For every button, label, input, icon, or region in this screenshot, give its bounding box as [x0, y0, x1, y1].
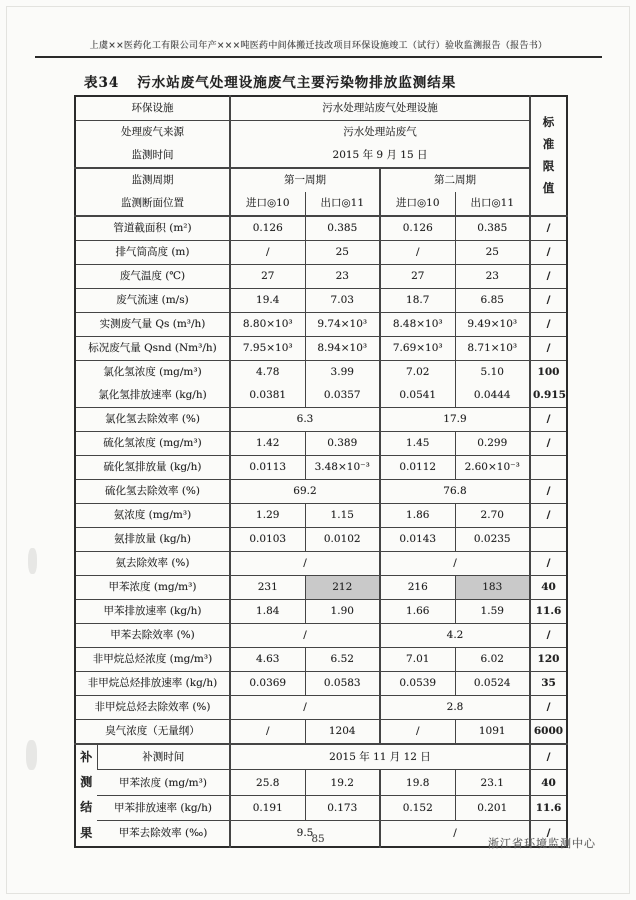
table-row [75, 624, 567, 648]
row-label: 环保设施 [131, 102, 174, 115]
limit-cell: / [530, 432, 567, 456]
data-cell: 1.15 [305, 504, 380, 528]
data-cell: 进口◎10 [230, 192, 305, 216]
limit-cell: / [530, 821, 567, 847]
data-cell: 0.126 [380, 216, 455, 241]
data-cell: 5.10 [455, 361, 530, 385]
data-cell: / [230, 720, 305, 745]
table-row [75, 600, 567, 624]
data-cell: 9.5 [230, 821, 380, 847]
row-label: 氯化氢排放速率 (kg/h) [98, 389, 207, 402]
data-cell: 8.94×10³ [305, 337, 380, 361]
data-cell: 污水处理站废气处理设施 [230, 96, 530, 121]
table-row [75, 96, 567, 121]
row-label: 甲苯去除效率 (‰) [97, 821, 230, 847]
row-label: 甲苯去除效率 (%) [75, 624, 230, 648]
table-row [75, 528, 567, 552]
row-label: 废气温度 (℃) [75, 265, 230, 289]
row-label: 硫化氢浓度 (mg/m³) [75, 432, 230, 456]
data-cell: 9.74×10³ [305, 313, 380, 337]
supplement-section-label: 补测结果 [75, 744, 97, 847]
table-row [75, 265, 567, 289]
row-label: 废气流速 (m/s) [75, 289, 230, 313]
data-cell: 6.52 [305, 648, 380, 672]
data-cell: / [380, 552, 530, 576]
standard-limit-header: 标准限值 [530, 96, 567, 216]
data-cell: 69.2 [230, 480, 380, 504]
data-cell: 1.86 [380, 504, 455, 528]
data-cell: 7.95×10³ [230, 337, 305, 361]
row-label: 监测断面位置 [121, 197, 184, 210]
table-row [75, 720, 567, 745]
data-cell: 216 [380, 576, 455, 600]
limit-cell: / [530, 504, 567, 528]
row-label: 监测时间 [131, 149, 174, 162]
data-cell: 7.02 [380, 361, 455, 385]
data-cell: 7.03 [305, 289, 380, 313]
data-cell: 1.90 [305, 600, 380, 624]
table-row [75, 121, 567, 145]
data-cell: / [230, 552, 380, 576]
data-cell: 1.42 [230, 432, 305, 456]
limit-cell: / [530, 552, 567, 576]
limit-cell: 40 [530, 576, 567, 600]
data-cell: 19.2 [305, 770, 380, 795]
table-title [84, 71, 456, 91]
exceedance-cell: 212 [305, 576, 380, 600]
row-label: 实测废气量 Qs (m³/h) [75, 313, 230, 337]
data-cell: 4.78 [230, 361, 305, 385]
data-cell: 27 [380, 265, 455, 289]
data-cell: 0.173 [305, 795, 380, 820]
data-cell: 0.201 [455, 795, 530, 820]
row-label: 臭气浓度（无量纲） [75, 720, 230, 745]
data-cell: / [380, 821, 530, 847]
data-cell: 0.0583 [305, 672, 380, 696]
data-cell: 25 [305, 241, 380, 265]
table-row [75, 696, 567, 720]
data-cell: 2.60×10⁻³ [455, 456, 530, 480]
table-row [75, 144, 567, 168]
limit-cell: / [530, 289, 567, 313]
exceedance-cell: 183 [455, 576, 530, 600]
table-row [75, 289, 567, 313]
row-label: 非甲烷总烃浓度 (mg/m³) [75, 648, 230, 672]
table-row [75, 648, 567, 672]
data-cell: 0.385 [455, 216, 530, 241]
limit-cell: 100 [530, 361, 567, 385]
data-cell: 3.99 [305, 361, 380, 385]
table-row [75, 480, 567, 504]
data-cell: 18.7 [380, 289, 455, 313]
scan-smudge [26, 740, 37, 770]
data-cell: 1.29 [230, 504, 305, 528]
data-cell: 27 [230, 265, 305, 289]
data-cell: 8.48×10³ [380, 313, 455, 337]
table-row [75, 552, 567, 576]
row-label: 管道截面积 (m²) [75, 216, 230, 241]
data-cell: 6.02 [455, 648, 530, 672]
data-cell: 2.70 [455, 504, 530, 528]
limit-cell [530, 528, 567, 552]
limit-cell: 0.915 [530, 384, 567, 408]
data-cell: 0.0369 [230, 672, 305, 696]
data-cell: 0.389 [305, 432, 380, 456]
monitoring-table [74, 95, 568, 848]
limit-cell: / [530, 408, 567, 432]
limit-cell: / [530, 337, 567, 361]
table-number: 表34 [84, 75, 120, 91]
running-header: 上虞××医药化工有限公司年产×××吨医药中间体搬迁技改项目环保设施竣工（试行）验收监测报告（报告书） [35, 38, 602, 58]
data-cell: 231 [230, 576, 305, 600]
data-cell: 6.85 [455, 289, 530, 313]
row-label: 甲苯排放速率 (kg/h) [97, 795, 230, 820]
row-label: 硫化氢去除效率 (%) [75, 480, 230, 504]
table-row [75, 361, 567, 385]
table-row [75, 576, 567, 600]
data-cell: 1.66 [380, 600, 455, 624]
data-cell: 1.59 [455, 600, 530, 624]
table-row [75, 168, 567, 192]
limit-cell: 11.6 [530, 600, 567, 624]
data-cell: 1.45 [380, 432, 455, 456]
limit-cell [530, 456, 567, 480]
row-label: 硫化氢排放量 (kg/h) [75, 456, 230, 480]
data-cell: 7.01 [380, 648, 455, 672]
data-cell: 0.0524 [455, 672, 530, 696]
table-row [75, 744, 567, 770]
footer-organization: 浙江省环境监测中心 [488, 837, 596, 850]
data-cell: 0.0381 [230, 384, 305, 408]
data-cell: 0.0102 [305, 528, 380, 552]
table-row [75, 337, 567, 361]
table-row [75, 672, 567, 696]
data-cell: 出口◎11 [455, 192, 530, 216]
table-row [75, 504, 567, 528]
data-cell: 0.0539 [380, 672, 455, 696]
row-label: 监测周期 [75, 168, 230, 192]
row-label: 氨浓度 (mg/m³) [75, 504, 230, 528]
limit-cell: / [530, 265, 567, 289]
row-label: 氨去除效率 (%) [75, 552, 230, 576]
data-cell: 1091 [455, 720, 530, 745]
data-cell: / [230, 624, 380, 648]
limit-cell: 6000 [530, 720, 567, 745]
row-label: 非甲烷总烃排放速率 (kg/h) [75, 672, 230, 696]
data-cell: 3.48×10⁻³ [305, 456, 380, 480]
data-cell: 19.8 [380, 770, 455, 795]
data-cell: 0.0112 [380, 456, 455, 480]
limit-cell: / [530, 744, 567, 770]
table-title-text: 污水站废气处理设施废气主要污染物排放监测结果 [137, 75, 457, 91]
table-row [75, 795, 567, 820]
row-label: 处理废气来源 [75, 121, 230, 145]
data-cell: / [230, 241, 305, 265]
data-cell: 23.1 [455, 770, 530, 795]
data-cell: 76.8 [380, 480, 530, 504]
data-cell: 4.63 [230, 648, 305, 672]
limit-cell: / [530, 480, 567, 504]
row-label: 排气筒高度 (m) [75, 241, 230, 265]
data-cell: 第一周期 [230, 168, 380, 192]
data-cell: 0.126 [230, 216, 305, 241]
data-cell: 19.4 [230, 289, 305, 313]
data-cell: / [230, 696, 380, 720]
data-cell: 污水处理站废气 [230, 121, 530, 145]
data-cell: 23 [305, 265, 380, 289]
data-cell: 9.49×10³ [455, 313, 530, 337]
data-cell: 1.84 [230, 600, 305, 624]
table-row [75, 770, 567, 795]
data-cell: 4.2 [380, 624, 530, 648]
data-cell: 1204 [305, 720, 380, 745]
limit-cell: / [530, 241, 567, 265]
table-row [75, 432, 567, 456]
limit-cell: 120 [530, 648, 567, 672]
data-cell: 0.0235 [455, 528, 530, 552]
data-cell: 0.0541 [380, 384, 455, 408]
data-cell: 0.385 [305, 216, 380, 241]
table-row [75, 408, 567, 432]
data-cell: 0.0113 [230, 456, 305, 480]
row-label: 甲苯浓度 (mg/m³) [75, 576, 230, 600]
data-cell: 0.299 [455, 432, 530, 456]
data-cell: 23 [455, 265, 530, 289]
table-row [75, 241, 567, 265]
row-label: 非甲烷总烃去除效率 (%) [75, 696, 230, 720]
data-cell: 0.191 [230, 795, 305, 820]
row-label: 氯化氢浓度 (mg/m³) [75, 361, 230, 385]
data-cell: 进口◎10 [380, 192, 455, 216]
row-label: 甲苯浓度 (mg/m³) [97, 770, 230, 795]
table-row [75, 456, 567, 480]
limit-cell: 11.6 [530, 795, 567, 820]
data-cell: 8.80×10³ [230, 313, 305, 337]
data-cell: 0.0103 [230, 528, 305, 552]
data-cell: 2.8 [380, 696, 530, 720]
data-cell: 第二周期 [380, 168, 530, 192]
scan-smudge [28, 548, 37, 574]
data-cell: 6.3 [230, 408, 380, 432]
limit-cell: 40 [530, 770, 567, 795]
data-cell: 0.0357 [305, 384, 380, 408]
table-row [75, 384, 567, 408]
row-label: 标况废气量 Qsnd (Nm³/h) [75, 337, 230, 361]
row-label: 甲苯排放速率 (kg/h) [75, 600, 230, 624]
data-cell: 25 [455, 241, 530, 265]
limit-cell: / [530, 313, 567, 337]
row-label: 氨排放量 (kg/h) [75, 528, 230, 552]
limit-cell: / [530, 216, 567, 241]
row-label: 补测时间 [97, 744, 230, 770]
page-number: 85 [311, 833, 325, 845]
limit-cell: 35 [530, 672, 567, 696]
data-cell: 0.0143 [380, 528, 455, 552]
data-cell: 0.152 [380, 795, 455, 820]
limit-cell: / [530, 624, 567, 648]
data-cell: 2015 年 11 月 12 日 [230, 744, 530, 770]
data-cell: 8.71×10³ [455, 337, 530, 361]
data-cell: 17.9 [380, 408, 530, 432]
table-row [75, 313, 567, 337]
data-cell: 出口◎11 [305, 192, 380, 216]
limit-cell: / [530, 696, 567, 720]
data-cell: 25.8 [230, 770, 305, 795]
data-cell: 0.0444 [455, 384, 530, 408]
data-cell: 7.69×10³ [380, 337, 455, 361]
row-label: 氯化氢去除效率 (%) [75, 408, 230, 432]
data-cell: / [380, 720, 455, 745]
table-row [75, 216, 567, 241]
table-row [75, 192, 567, 216]
data-cell: / [380, 241, 455, 265]
data-cell: 2015 年 9 月 15 日 [230, 144, 530, 168]
